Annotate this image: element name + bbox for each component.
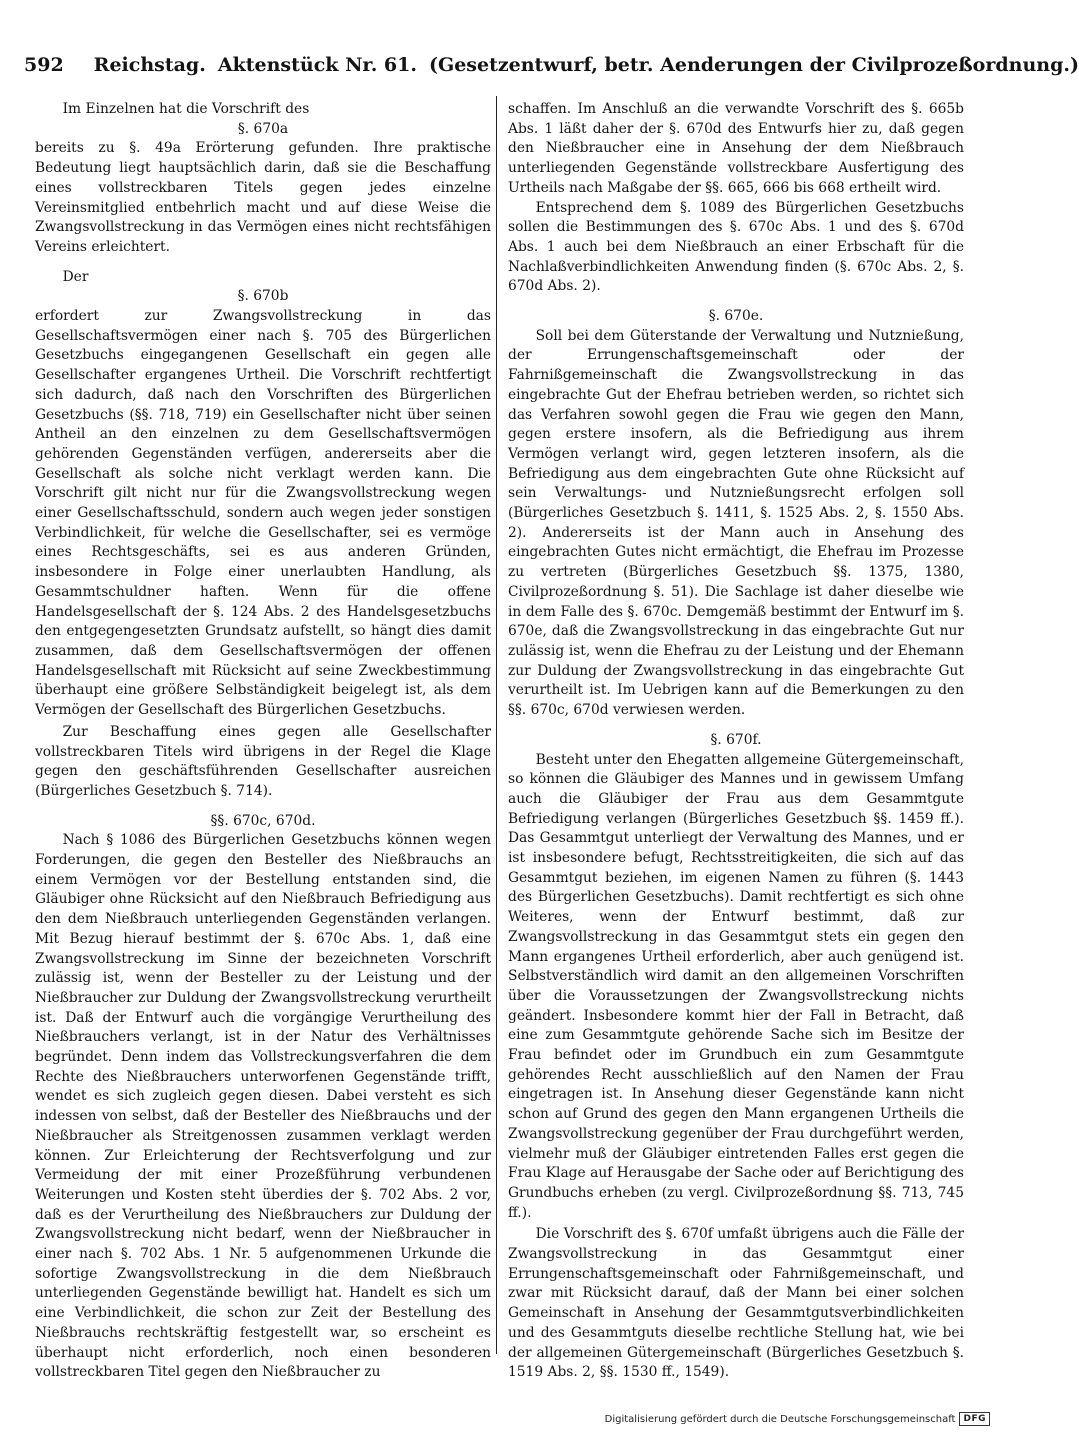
document-number: Aktenstück Nr. 61. <box>217 54 417 76</box>
dfg-logo: DFG <box>959 1412 990 1426</box>
section-heading: §. 670e. <box>708 308 764 325</box>
right-column <box>508 100 964 1383</box>
venue-title: Reichstag. <box>93 54 206 76</box>
section-heading: §. 670a <box>237 120 289 137</box>
section-heading: §. 670f. <box>710 731 762 748</box>
column-divider <box>496 96 497 1354</box>
page-header <box>24 54 1079 76</box>
paragraph: bereits zu §. 49a Erörterung gefunden. Ihre praktische Bedeutung liegt hauptsächlich darin, daß sie die Beschaffung eines vollstreckbaren Titels gegen jedes einzelne Vereinsmitglied entbehrlich macht und auf diese Weise die Zwangsvollstreckung in das Vermögen eines nicht rechtsfähigen Vereins erleichtert. <box>35 140 491 255</box>
left-column <box>35 100 491 1383</box>
paragraph: erfordert zur Zwangsvollstreckung in das Gesellschaftsvermögen einer nach §. 705 des Bürgerlichen Gesetzbuchs eingegangenen Gesellschaft ein gegen alle Gesellschafter ergangenes Urtheil. Die Vorschrift rechtfertigt sich dadurch, daß nach den Vorschriften des Bürgerlichen Gesetzbuchs (§§. 718, 719) ein Gesellschafter nicht über seinen Antheil an den einzelnen zu dem Gesellschaftsvermögen gehörenden Gegenständen verfügen, andererseits aber die Gesellschaft als solche nicht verklagt werden kann. Die Vorschrift gilt nicht nur für die Zwangsvollstreckung wegen einer Gesellschaftsschuld, sondern auch wegen jeder sonstigen Verbindlichkeit, für welche die Gesellschafter, sei es vermöge eines Rechtsgeschäfts, sei es aus anderen Gründen, insbesondere in Folge einer unerlaubten Handlung, als Gesammtschuldner haften. Wenn für die offene Handelsgesellschaft der §. 124 Abs. 2 des Handelsgesetzbuchs den entgegengesetzten Grundsatz aufstellt, so hängt dies damit zusammen, daß dem Gesellschaftsvermögen der offenen Handelsgesellschaft mit Rücksicht auf seine Zweckbestimmung überhaupt eine größere Selbständigkeit beigelegt ist, als dem Vermögen der Gesellschaft des Bürgerlichen Gesetzbuchs. <box>35 308 491 719</box>
footer-text: Digitalisierung gefördert durch die Deutsche Forschungsgemeinschaft <box>604 1413 956 1425</box>
paragraph: Soll bei dem Güterstande der Verwaltung und Nutznießung, der Errungenschaftsgemeinschaft oder der Fahrnißgemeinschaft die Zwangsvollstreckung in das eingebrachte Gut der Ehefrau betrieben werden, so richtet sich das Verfahren sowohl gegen die Frau wie gegen den Mann, gegen erstere insofern, als die Befriedigung aus ihrem Vermögen verlangt wird, gegen letzteren insofern, als die Befriedigung aus dem eingebrachten Gute ohne Rücksicht auf sein Verwaltungs- und Nutznießungsrecht erfolgen soll (Bürgerliches Gesetzbuch §. 1411, §. 1525 Abs. 2, §. 1550 Abs. 2). Andererseits ist der Mann auch in Ansehung des eingebrachten Gutes nicht ermächtigt, die Ehefrau im Prozesse zu vertreten (Bürgerliches Gesetzbuch §§. 1375, 1380, Civilprozeßordnung §. 51). Die Sachlage ist daher dieselbe wie in dem Falle des §. 670c. Demgemäß bestimmt der Entwurf im §. 670e, daß die Zwangsvollstreckung in das eingebrachte Gut nur zulässig ist, wenn die Ehefrau zu der Leistung und der Ehemann zur Duldung der Zwangsvollstreckung in das eingebrachte Gut verurtheilt ist. Im Uebrigen kann auf die Bemerkungen zu den §§. 670c, 670d verwiesen werden. <box>508 327 964 719</box>
page-number: 592 <box>24 54 64 76</box>
document-subject: (Gesetzentwurf, betr. Aenderungen der Civilprozeßordnung.) <box>428 54 1079 76</box>
paragraph: Nach § 1086 des Bürgerlichen Gesetzbuchs können wegen Forderungen, die gegen den Besteller des Nießbrauchs an einem Vermögen vor der Bestellung entstanden sind, die Gläubiger ohne Rücksicht auf den Nießbrauch Befriedigung aus den dem Nießbrauch unterliegenden Gegenständen verlangen. Mit Bezug hierauf bestimmt der §. 670c Abs. 1, daß eine Zwangsvollstreckung im Sinne der bezeichneten Vorschrift zulässig ist, wenn der Besteller zu der Leistung und der Nießbraucher zur Duldung der Zwangsvollstreckung verurtheilt ist. Daß der Entwurf auch die vorgängige Verurtheilung des Nießbrauchers verlangt, ist in der Natur des Verhältnisses begründet. Denn indem das Vollstreckungsverfahren die dem Rechte des Nießbrauchers unterworfenen Gegenstände trifft, wendet es sich zugleich gegen diesen. Dabei versteht es sich indessen von selbst, daß der Besteller des Nießbrauchs und der Nießbraucher als Streitgenossen zusammen verklagt werden können. Zur Erleichterung der Rechtsverfolgung und zur Vermeidung der mit einer Prozeßführung verbundenen Weiterungen und Kosten steht überdies der §. 702 Abs. 2 vor, daß es der Verurtheilung des Nießbrauchers zur Duldung der Zwangsvollstreckung nicht bedarf, wenn der Nießbraucher in einer nach §. 702 Abs. 1 Nr. 5 aufgenommenen Urkunde die sofortige Zwangsvollstreckung in die dem Nießbrauch unterliegenden Gegenstände bewilligt hat. Handelt es sich um eine Verbindlichkeit, die schon zur Zeit der Bestellung des Nießbrauchs rechtskräftig festgestellt war, so erscheint es überhaupt nicht erforderlich, noch einen besonderen vollstreckbaren Titel gegen den Nießbraucher zu <box>35 832 491 1381</box>
digitization-footer <box>605 1412 990 1426</box>
paragraph: schaffen. Im Anschluß an die verwandte Vorschrift des §. 665b Abs. 1 läßt daher der §. 670d des Entwurfs hier zu, daß gegen den Nießbraucher eine in Ansehung der dem Nießbrauch unterliegenden Gegenstände vollstreckbare Ausfertigung des Urtheils nach Maßgabe der §§. 665, 666 bis 668 ertheilt wird. <box>508 101 964 196</box>
section-heading: §§. 670c, 670d. <box>210 812 316 829</box>
section-heading: §. 670b <box>237 288 289 305</box>
paragraph: Im Einzelnen hat die Vorschrift des <box>62 101 310 117</box>
paragraph: Die Vorschrift des §. 670f umfaßt übrigens auch die Fälle der Zwangsvollstreckung in das Gesammtgut einer Errungenschaftsgemeinschaft oder Fahrnißgemeinschaft, und zwar mit Rücksicht darauf, daß der Mann bei einer solchen Gemeinschaft in Ansehung der Gesammtgutsverbindlichkeiten und des Gesammtguts dieselbe rechtliche Stellung hat, wie bei der allgemeinen Gütergemeinschaft (Bürgerliches Gesetzbuch §. 1519 Abs. 2, §§. 1530 ff., 1549). <box>508 1226 964 1381</box>
paragraph: Besteht unter den Ehegatten allgemeine Gütergemeinschaft, so können die Gläubiger des Mannes und in gewissem Umfang auch die Gläubiger der Frau aus dem Gesammtgute Befriedigung verlangen (Bürgerliches Gesetzbuch §§. 1459 ff.). Das Gesammtgut unterliegt der Verwaltung des Mannes, und er ist insbesondere befugt, Rechtsstreitigkeiten, die sich auf das Gesammtgut beziehen, im eigenen Namen zu führen (§. 1443 des Bürgerlichen Gesetzbuchs). Damit rechtfertigt es sich ohne Weiteres, wenn der Entwurf bestimmt, daß zur Zwangsvollstreckung in das Gesammtgut stets ein gegen den Mann ergangenes Urtheil erforderlich, aber auch genügend ist. Selbstverständlich wird damit an den allgemeinen Vorschriften über die Voraussetzungen der Zwangsvollstreckung nichts geändert. Insbesondere kommt hier der Fall in Betracht, daß eine zum Gesammtgute gehörende Sache sich im Besitze der Frau befindet oder im Grundbuch ein zum Gesammtgute gehörendes Recht ausschließlich auf den Namen der Frau eingetragen ist. In Ansehung dieser Gegenstände kann nicht schon auf Grund des gegen den Mann ergangenen Urtheils die Zwangsvollstreckung gegenüber der Frau durchgeführt werden, vielmehr muß der Gläubiger eintretenden Falles erst gegen die Frau Klage auf Herausgabe der Sache oder auf Berichtigung des Grundbuchs erheben (zu vergl. Civilprozeßordnung §§. 713, 745 ff.). <box>508 751 964 1221</box>
paragraph: Der <box>62 268 89 285</box>
paragraph: Zur Beschaffung eines gegen alle Gesellschafter vollstreckbaren Titels wird übrigens in der Regel die Klage gegen den geschäftsführenden Gesellschafter ausreichen (Bürgerliches Gesetzbuch §. 714). <box>35 723 491 799</box>
paragraph: Entsprechend dem §. 1089 des Bürgerlichen Gesetzbuchs sollen die Bestimmungen des §. 670c Abs. 1 und des §. 670d Abs. 1 auch bei dem Nießbrauch an einer Erbschaft für die Nachlaßverbindlichkeiten Anwendung finden (§. 670c Abs. 2, §. 670d Abs. 2). <box>508 199 964 295</box>
